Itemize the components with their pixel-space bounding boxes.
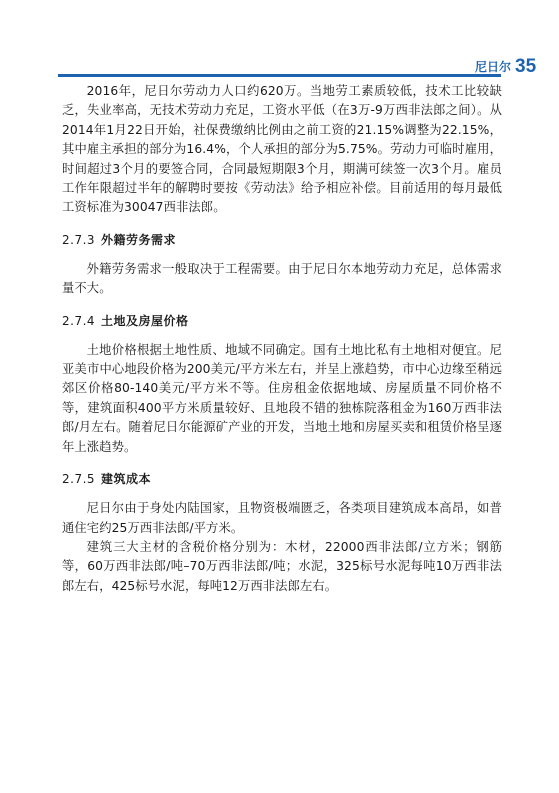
paragraph-construction-cost: 尼日尔由于身处内陆国家，且物资极端匮乏，各类项目建筑成本高昂，如普通住宅约25万西非法郎/平方米。 [62,501,502,535]
section-heading-2-7-3 [62,230,502,250]
page-header [58,58,559,78]
paragraph-foreign-labor: 外籍劳务需求一般取决于工程需要。由于尼日尔本地劳动力充足，总体需求量不大。 [62,261,502,296]
section-number: 2.7.3 [62,232,96,247]
page-content [62,82,502,596]
running-header-country: 尼日尔 [474,60,511,74]
section-title: 土地及房屋价格 [101,313,189,328]
paragraph-land-prices: 土地价格根据土地性质、地域不同确定。国有土地比私有土地相对便宜。尼亚美市中心地段价格为200美元/平方米左右，并呈上涨趋势，市中心边缘至稍远郊区价格80-140美元/平方米不等。住房租金依据地域、房屋质量不同价格不等，建筑面积400平方米质量较好、且地段不错的独栋院落租金为160万西非法郎/月左右。随着尼日尔能源矿产业的开发，当地土地和房屋买卖和租赁价格呈逐年上涨趋势。 [62,342,502,454]
section-title: 外籍劳务需求 [101,232,177,247]
section-title: 建筑成本 [101,472,152,487]
section-heading-2-7-4 [62,311,502,331]
paragraph-material-prices: 建筑三大主材的含税价格分别为：木材，22000西非法郎/立方米；钢筋等，60万西非法郎/吨–70万西非法郎/吨；水泥，325标号水泥每吨10万西非法郎左右，425标号水泥，每吨12万西非法郎左右。 [62,539,502,593]
section-number: 2.7.5 [62,472,96,487]
header-rule [58,74,501,77]
section-heading-2-7-5 [62,469,502,489]
page-number: 35 [515,56,537,77]
section-number: 2.7.4 [62,313,96,328]
paragraph-labor-force: 2016年，尼日尔劳动力人口约620万。当地劳工素质较低，技术工比较缺乏，失业率高，无技术劳动力充足，工资水平低（在3万-9万西非法郎之间）。从2014年1月22日开始，社保费缴纳比例由之前工资的21.15%调整为22.15%，其中雇主承担的部分为16.4%，个人承担的部分为5.75%。劳动力可临时雇用，时间超过3个月的要签合同，合同最短期限3个月，期满可续签一次3个月。雇员工作年限超过半年的解聘时要按《劳动法》给予相应补偿。目前适用的每月最低工资标准为30047西非法郎。 [62,84,502,215]
